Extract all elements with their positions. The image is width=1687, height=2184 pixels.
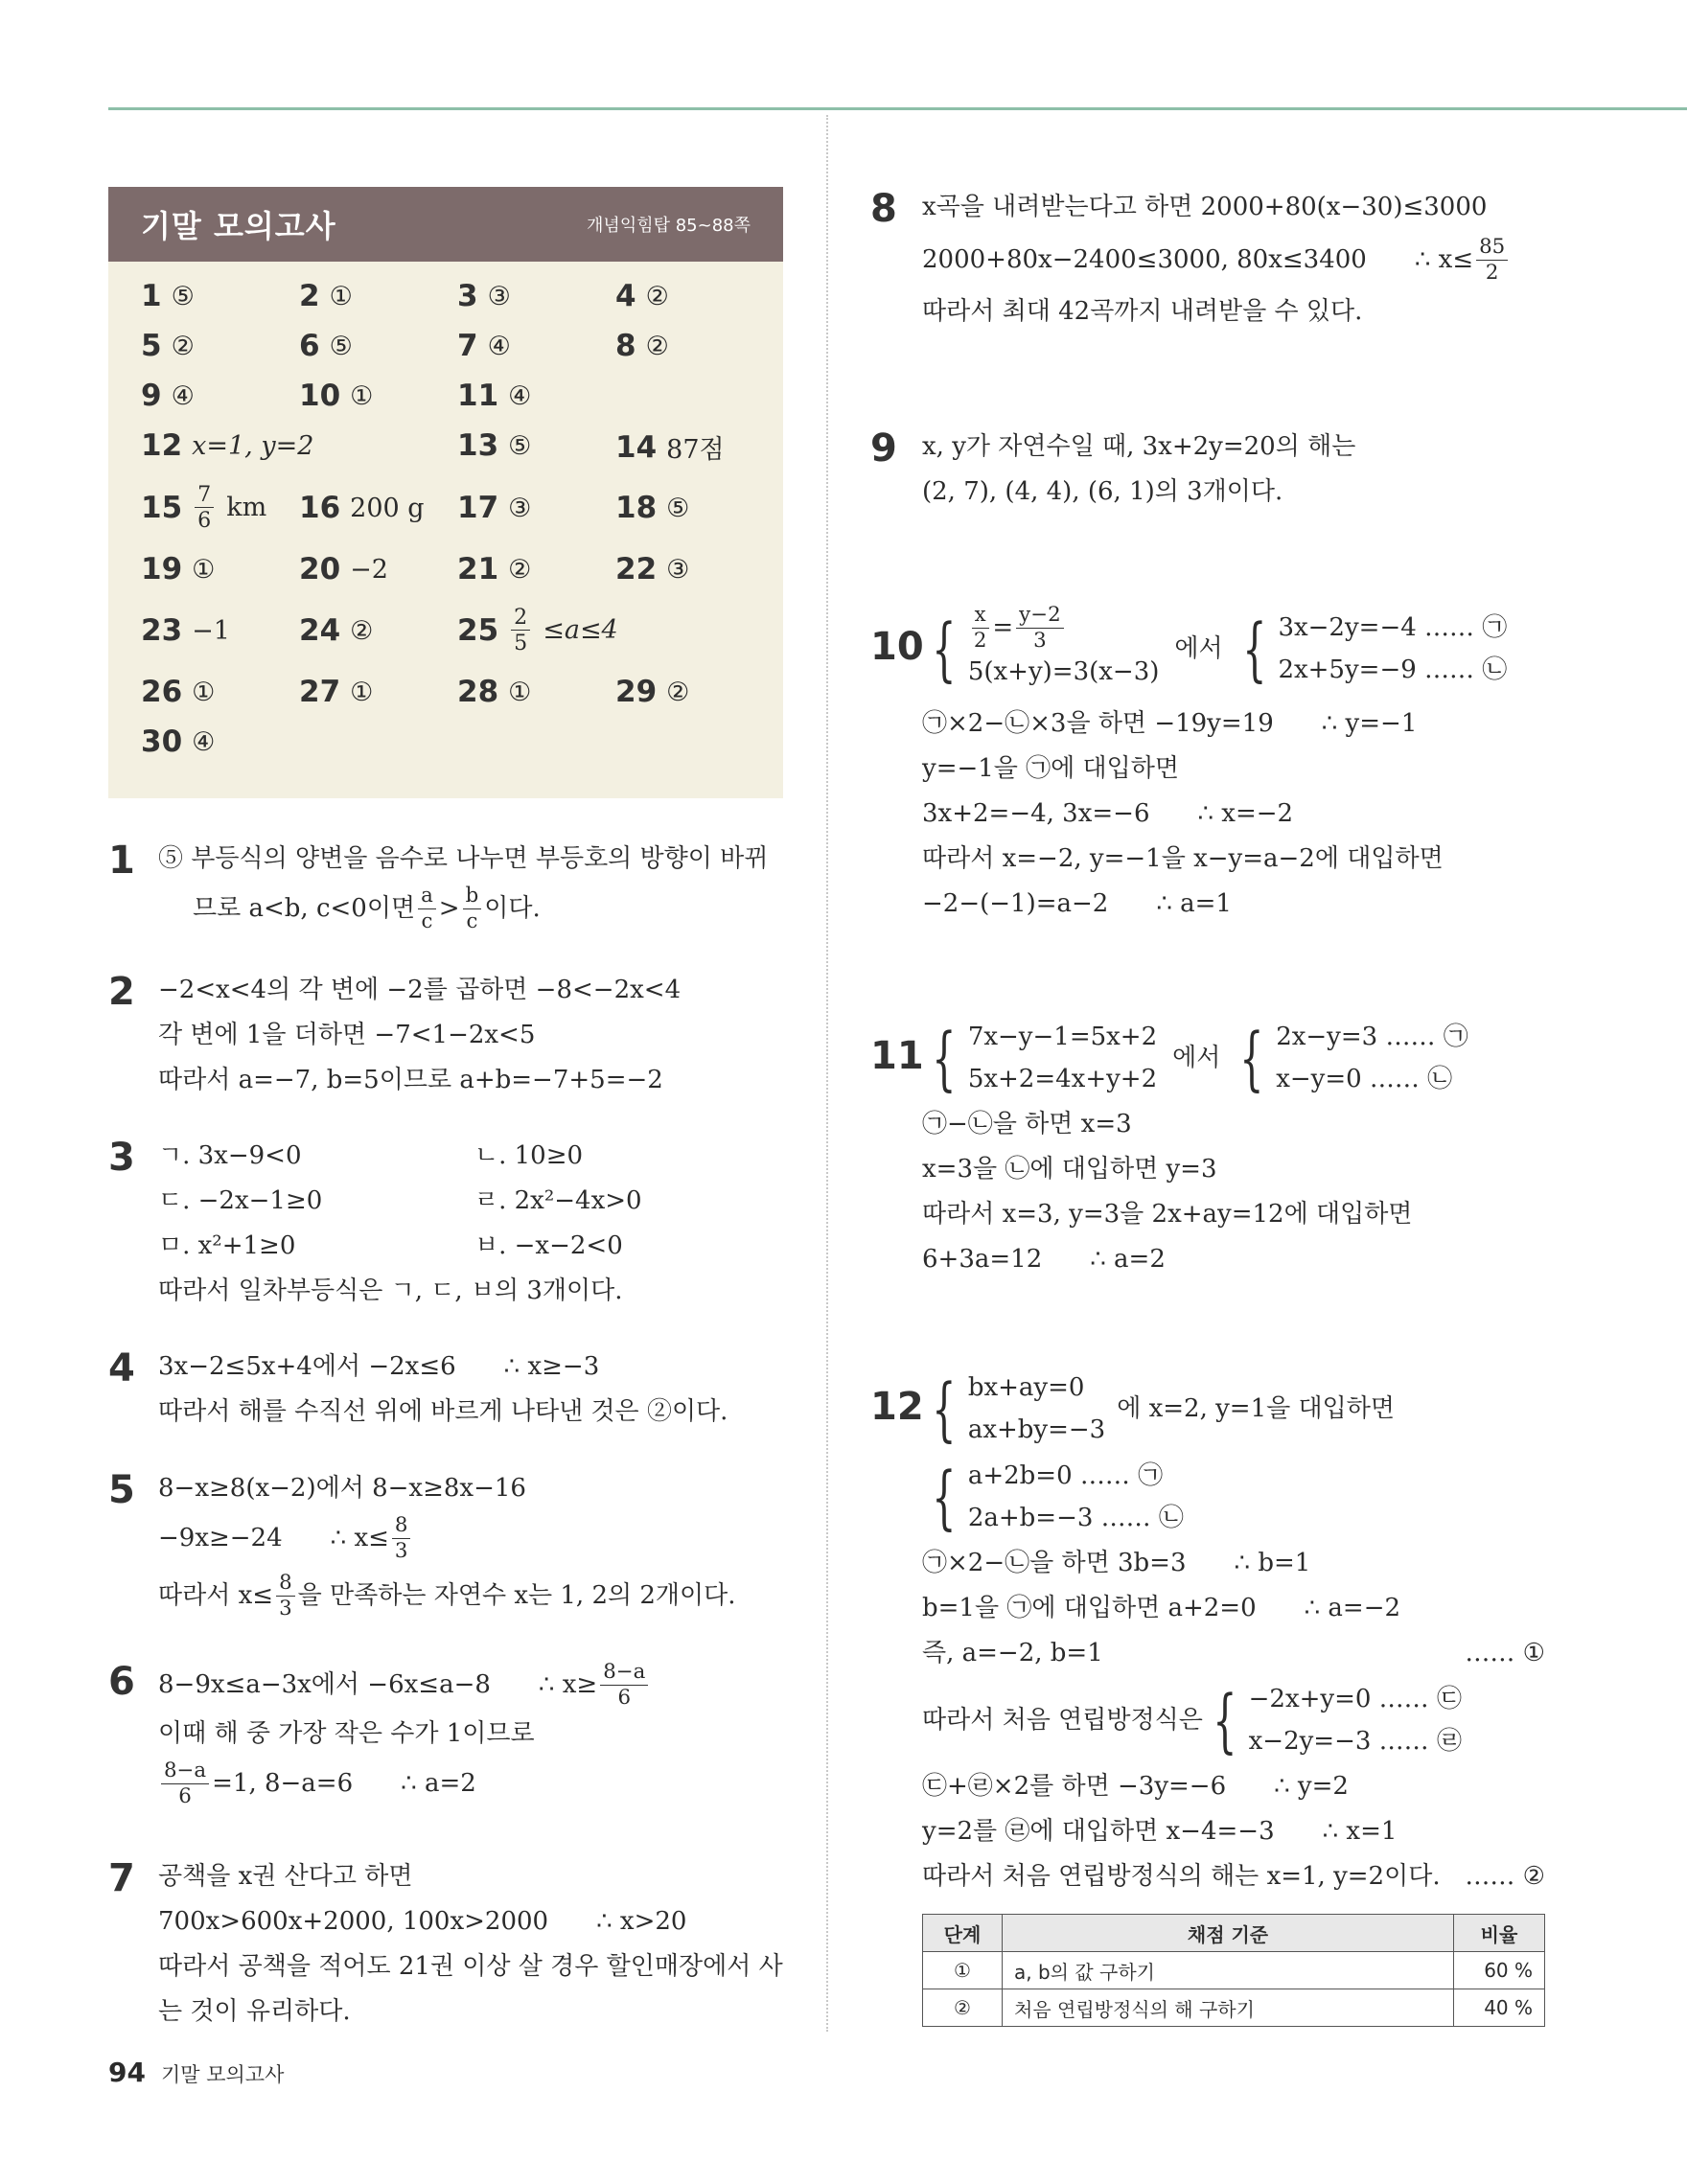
solution-number: 12: [870, 1385, 924, 1429]
solution-number: 4: [108, 1346, 135, 1391]
page-footer: [108, 2057, 284, 2088]
answer-item: 29 ②: [615, 675, 690, 709]
answer-item: 13 ⑤: [457, 428, 532, 463]
column-divider: [826, 115, 828, 2032]
answer-item: 26 ①: [141, 675, 216, 709]
equation-system: { a+2b=0 …… ㉠ 2a+b=−3 …… ㉡: [932, 1457, 1184, 1537]
table-row: ① a, b의 값 구하기 60 %: [923, 1952, 1545, 1989]
answer-item: 7 ④: [457, 329, 511, 363]
answer-grid: [108, 262, 783, 798]
fraction: $\frac{2}{5}$: [511, 607, 530, 654]
answer-item: 4 ②: [615, 279, 669, 313]
top-rule: [108, 107, 1687, 110]
answer-item: 2 ①: [299, 279, 353, 313]
answer-item: 24 ②: [299, 613, 374, 648]
solution-number: 7: [108, 1856, 135, 1900]
fraction: $\frac{8-a}{6}$: [600, 1662, 648, 1708]
solution-number: 10: [870, 625, 924, 669]
answer-item: 5 ②: [141, 329, 195, 363]
answer-item: 1 ⑤: [141, 279, 195, 313]
answer-item: 12 x=1, y=2: [141, 428, 314, 463]
table-row: ② 처음 연립방정식의 해 구하기 40 %: [923, 1989, 1545, 2027]
answer-item: 15 $\frac{7}{6}$ km: [141, 482, 267, 534]
answer-item: 18 ⑤: [615, 491, 690, 525]
answer-item: 8 ②: [615, 329, 669, 363]
equation-system: { 2x−y=3 …… ㉠ x−y=0 …… ㉡: [1239, 1018, 1468, 1098]
fraction: $\frac{a}{c}$: [418, 885, 436, 931]
fraction: $\frac{8}{3}$: [392, 1515, 411, 1561]
answer-item: 16 200 g: [299, 491, 425, 525]
answer-item: 6 ⑤: [299, 329, 353, 363]
fraction: $\frac{b}{c}$: [463, 885, 482, 931]
answer-item: 25 $\frac{2}{5}$ ≤a≤4: [457, 605, 618, 656]
solution-number: 11: [870, 1034, 924, 1078]
answer-item: 10 ①: [299, 379, 374, 413]
equation-system: { −2x+y=0 …… ㉢ x−2y=−3 …… ㉣: [1213, 1680, 1462, 1760]
solution-number: 2: [108, 970, 135, 1014]
solution-number: 6: [108, 1660, 135, 1704]
solution-number: 3: [108, 1136, 135, 1180]
scoring-table: [922, 1914, 1545, 2027]
answer-item: 3 ③: [457, 279, 511, 313]
equation-system: { bx+ay=0 ax+by=−3: [932, 1368, 1106, 1449]
answer-key-box: [108, 187, 783, 798]
fraction: $\frac{85}{2}$: [1476, 237, 1508, 283]
answer-key-title: 기말 모의고사: [141, 208, 336, 244]
solution-number: 8: [870, 187, 897, 231]
fraction: $\frac{8}{3}$: [276, 1573, 295, 1619]
equation-system: { $\frac{x}{2}$ = $\frac{y-2}{3}$ 5(x+y)=3(x−3): [932, 603, 1160, 689]
section-name: 기말 모의고사: [160, 2063, 285, 2086]
equation-system: { 3x−2y=−4 …… ㉠ 2x+5y=−9 …… ㉡: [1241, 609, 1508, 689]
equation-system: { 7x−y−1=5x+2 5x+2=4x+y+2: [932, 1018, 1158, 1098]
table-header-row: 단계 채점 기준 비율: [923, 1915, 1545, 1952]
answer-item: 17 ③: [457, 491, 532, 525]
answer-item: 21 ②: [457, 552, 532, 586]
answer-item: 20 −2: [299, 552, 388, 586]
page-number: 94: [108, 2057, 146, 2088]
solution-number: 9: [870, 426, 897, 471]
answer-item: 30 ④: [141, 724, 216, 759]
answer-item: 19 ①: [141, 552, 216, 586]
solution-number: 1: [108, 839, 135, 883]
answer-item: 14 87점: [615, 429, 725, 465]
answer-key-header: [108, 187, 783, 262]
answer-item: 27 ①: [299, 675, 374, 709]
fraction: $\frac{7}{6}$: [195, 484, 214, 531]
answer-item: 9 ④: [141, 379, 195, 413]
answer-item: 11 ④: [457, 379, 532, 413]
solution-number: 5: [108, 1468, 135, 1512]
answer-item: 22 ③: [615, 552, 690, 586]
answer-item: 23 −1: [141, 613, 230, 648]
fraction: $\frac{8-a}{6}$: [161, 1760, 209, 1806]
answer-key-reference: 개념익힘탑 85~88쪽: [587, 216, 751, 236]
answer-item: 28 ①: [457, 675, 532, 709]
